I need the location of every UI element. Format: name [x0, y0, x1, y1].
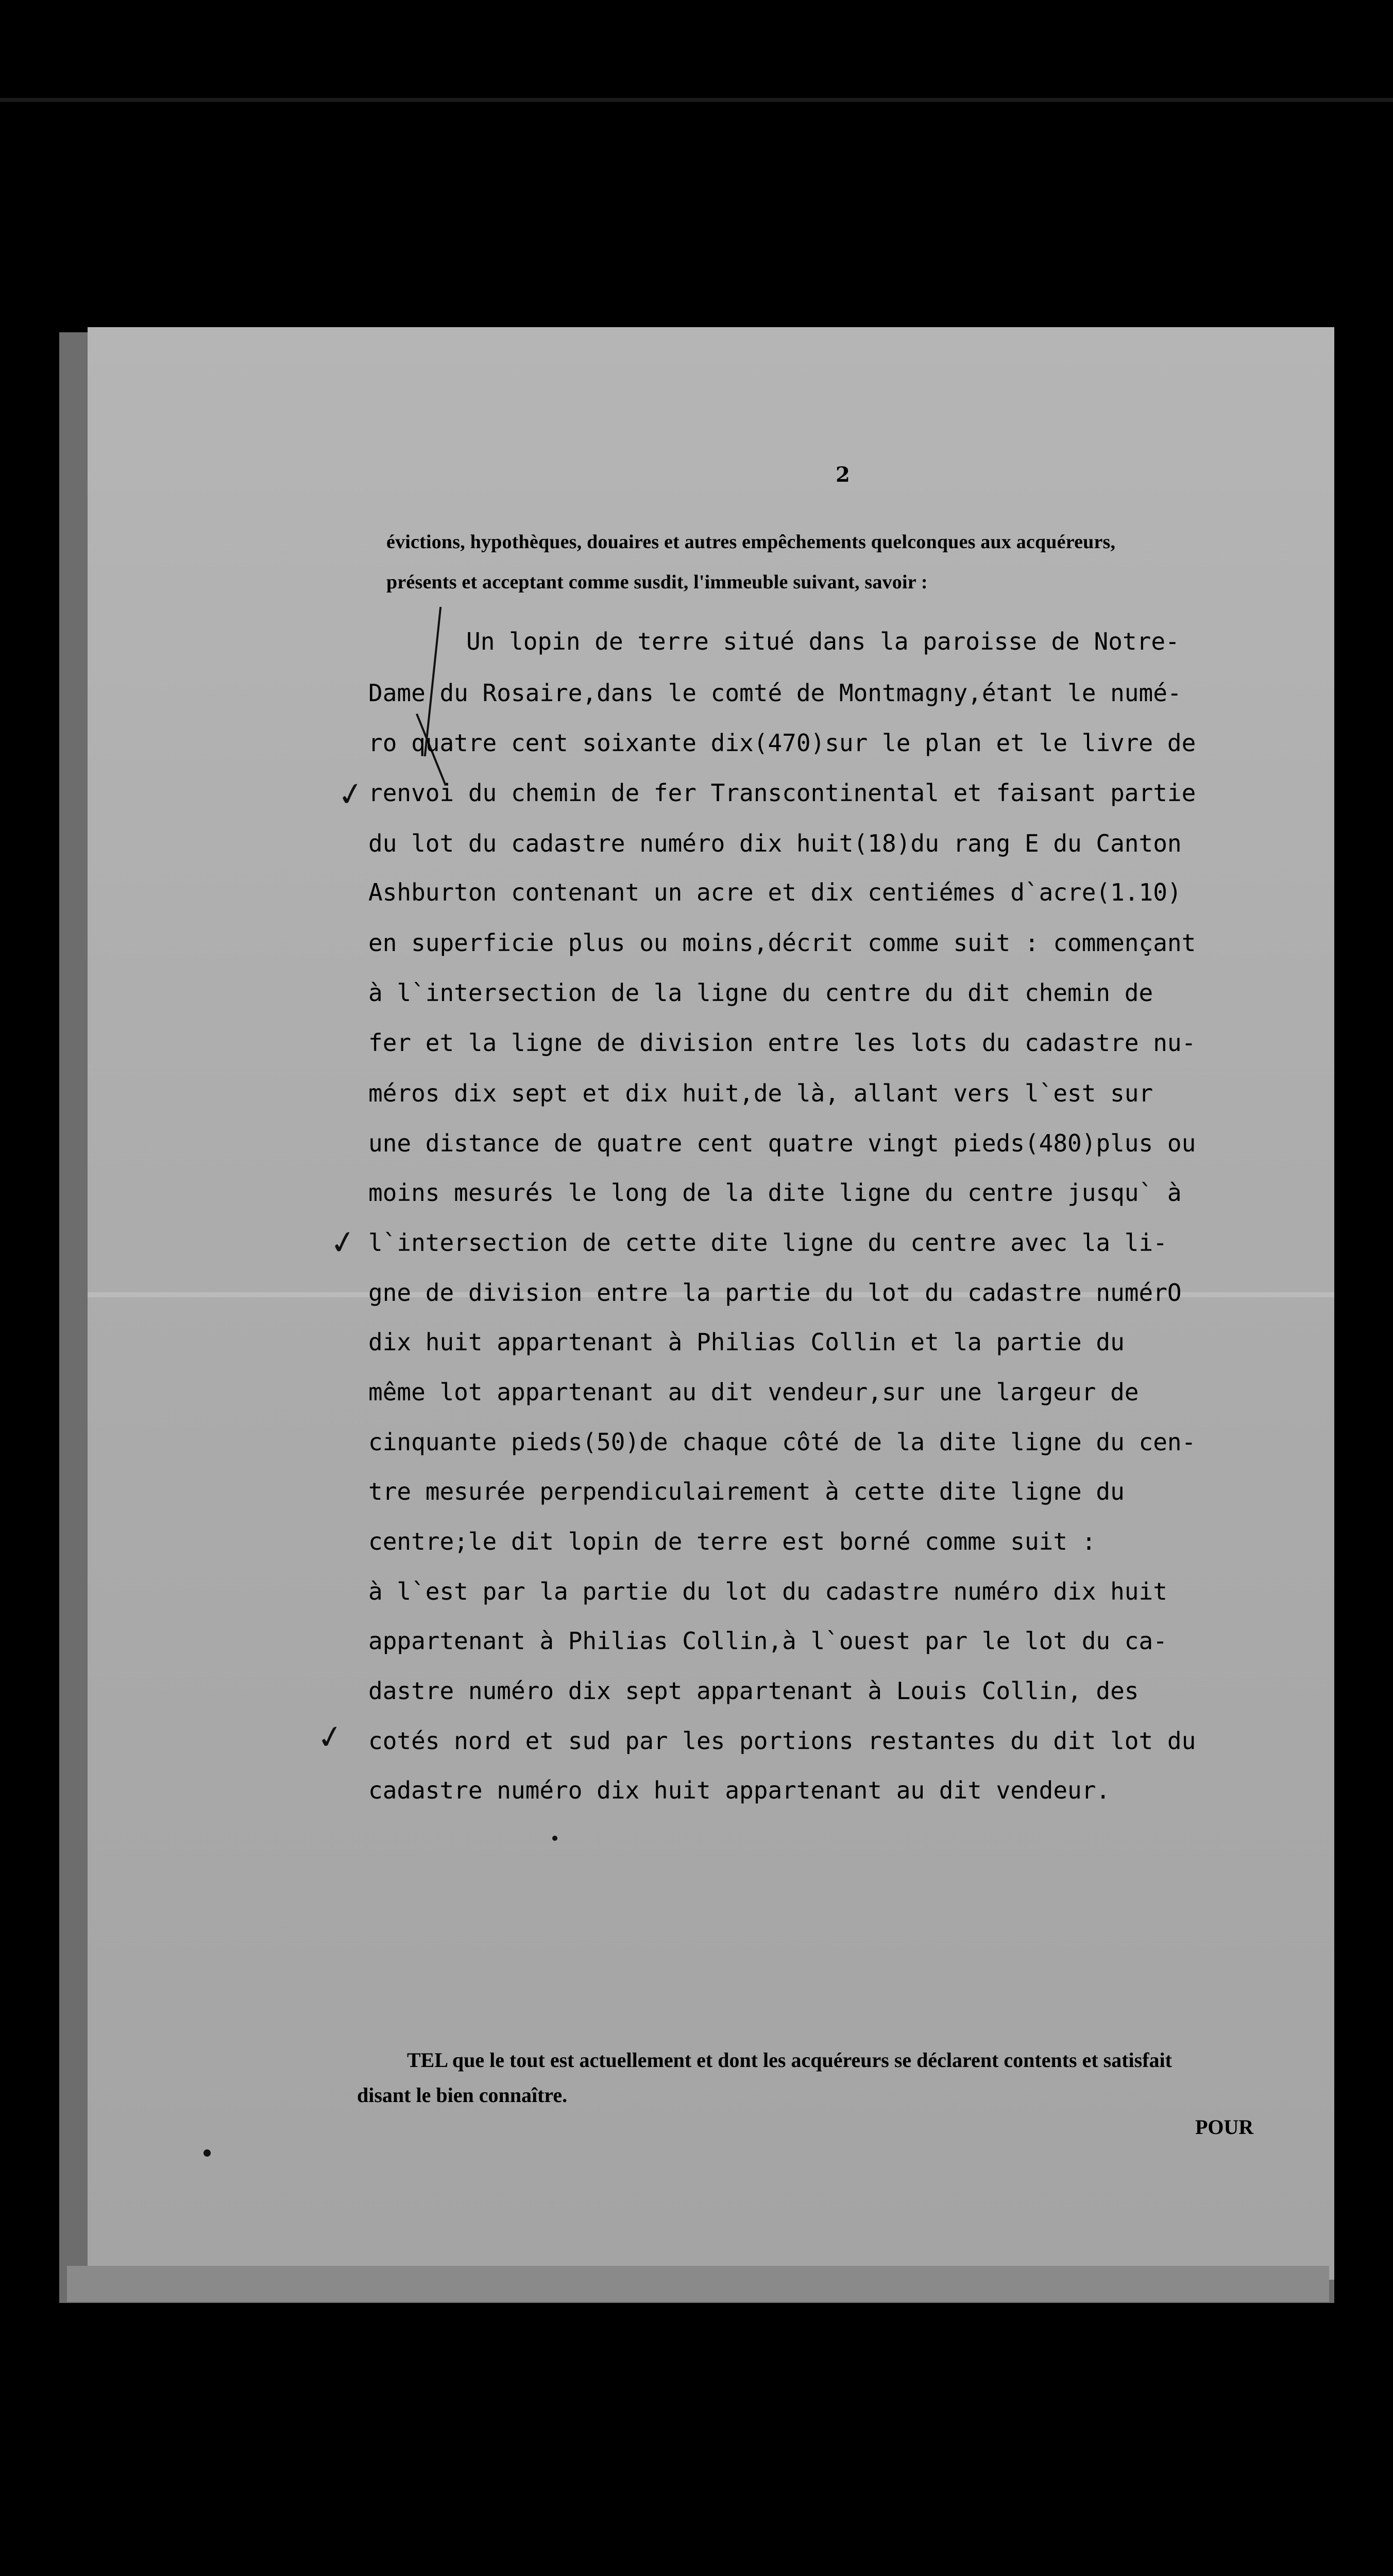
typed-line-13: l`intersection de cette dite ligne du centre avec la li- [368, 1229, 1167, 1257]
printed-intro-line-2: présents et acceptant comme susdit, l'immeuble suivant, savoir : [386, 571, 928, 593]
typed-line-24: cadastre numéro dix huit appartenant au dit vendeur. [368, 1776, 1111, 1804]
typed-line-6: Ashburton contenant un acre et dix centiémes d`acre(1.10) [368, 878, 1182, 906]
typed-line-4: renvoi du chemin de fer Transcontinental et faisant partie [368, 779, 1196, 807]
printed-closing-line-1: TEL que le tout est actuellement et dont les acquéreurs se déclarent contents et satisfait [407, 2048, 1172, 2072]
printed-intro-line-1: évictions, hypothèques, douaires et autres empêchements quelconques aux acquéreurs, [386, 531, 1116, 553]
typed-line-12: moins mesurés le long de la dite ligne du centre jusqu` à [368, 1179, 1182, 1207]
margin-check-mark-1: ✓ [334, 773, 367, 815]
typed-line-9: fer et la ligne de division entre les lots du cadastre nu- [368, 1029, 1196, 1057]
typed-line-11: une distance de quatre cent quatre vingt pieds(480)plus ou [368, 1129, 1196, 1157]
page-number: 2 [836, 463, 850, 487]
typed-line-18: tre mesurée perpendiculairement à cette dite ligne du [368, 1478, 1125, 1505]
printed-closing-line-2: disant le bien connaître. [357, 2083, 568, 2107]
typed-line-22: dastre numéro dix sept appartenant à Louis Collin, des [368, 1677, 1139, 1705]
typed-line-5: du lot du cadastre numéro dix huit(18)du rang E du Canton [368, 829, 1182, 857]
typed-line-17: cinquante pieds(50)de chaque côté de la dite ligne du cen- [368, 1428, 1196, 1456]
margin-check-mark-2: ✓ [327, 1222, 360, 1263]
typed-line-3: ro quatre cent soixante dix(470)sur le plan et le livre de [368, 729, 1196, 757]
paper-bottom-edge [67, 2266, 1329, 2302]
typed-line-2: Dame du Rosaire,dans le comté de Montmagny,étant le numé- [368, 679, 1182, 707]
typed-line-14: gne de division entre la partie du lot du cadastre numérO [368, 1279, 1182, 1307]
margin-check-mark-3: ✓ [314, 1716, 347, 1758]
typed-line-10: méros dix sept et dix huit,de là, allant vers l`est sur [368, 1079, 1153, 1107]
typed-line-7: en superficie plus ou moins,décrit comme suit : commençant [368, 929, 1196, 957]
typed-line-15: dix huit appartenant à Philias Collin et la partie du [368, 1328, 1125, 1356]
scanner-frame-edge [0, 98, 1393, 102]
typed-line-19: centre;le dit lopin de terre est borné comme suit : [368, 1528, 1096, 1555]
typed-line-21: appartenant à Philias Collin,à l`ouest par le lot du ca- [368, 1627, 1167, 1655]
typed-line-20: à l`est par la partie du lot du cadastre numéro dix huit [368, 1578, 1167, 1605]
catchword: POUR [1195, 2115, 1254, 2139]
typed-line-1: Un lopin de terre situé dans la paroisse de Notre- [466, 628, 1180, 655]
ink-mark [203, 2149, 211, 2157]
typed-line-16: même lot appartenant au dit vendeur,sur une largeur de [368, 1378, 1139, 1406]
ink-dot [552, 1836, 557, 1841]
typed-line-23: cotés nord et sud par les portions restantes du dit lot du [368, 1727, 1196, 1755]
typed-line-8: à l`intersection de la ligne du centre du dit chemin de [368, 979, 1153, 1007]
